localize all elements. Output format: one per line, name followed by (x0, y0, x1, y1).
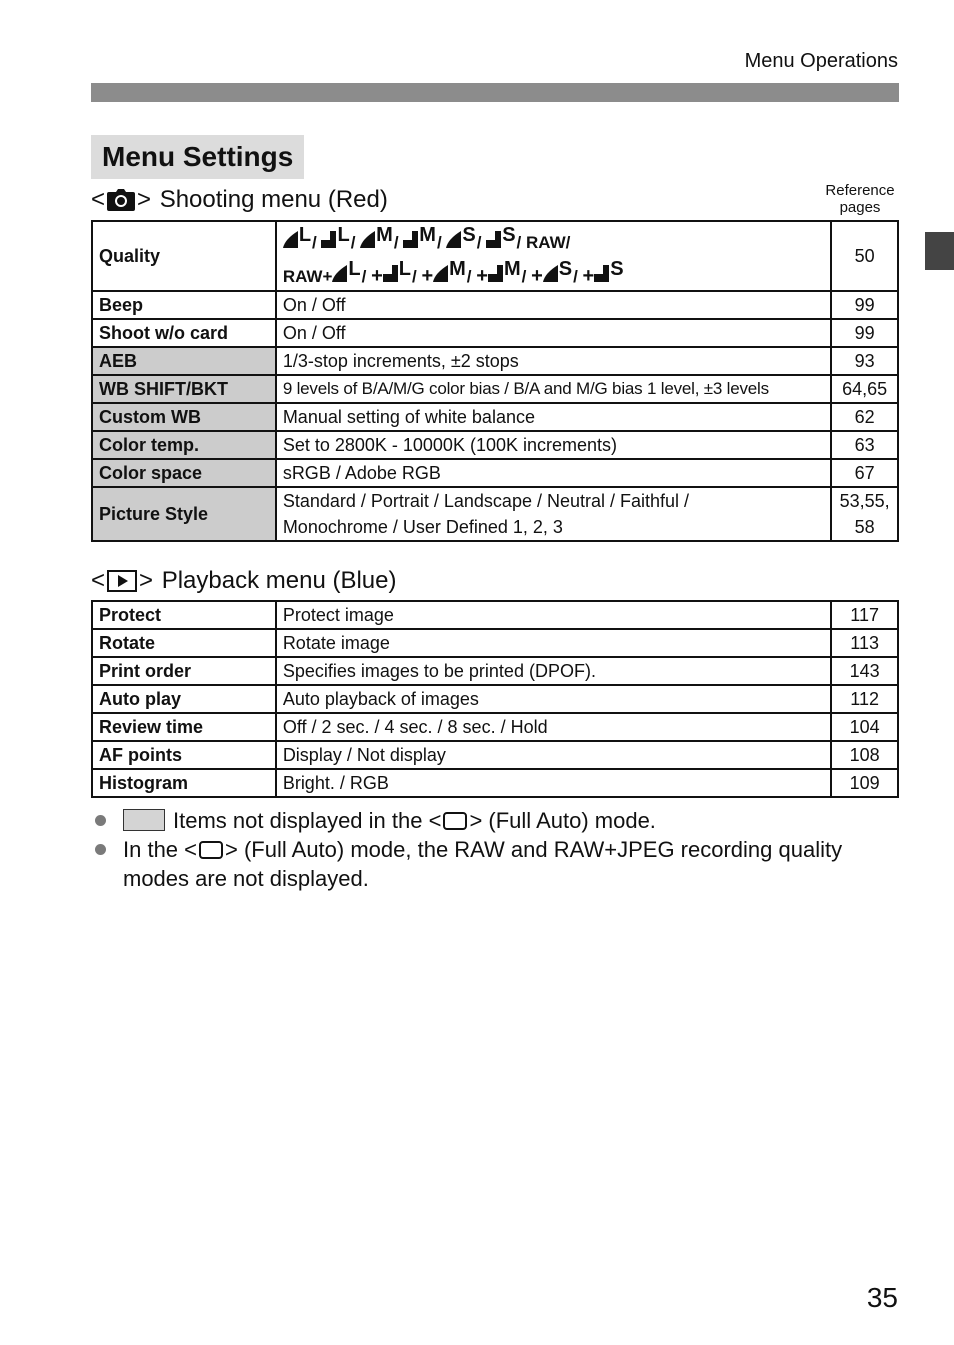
quality-option (488, 256, 521, 282)
setting-value: Rotate image (276, 629, 832, 657)
quality-options-line1 (283, 222, 825, 256)
separator: / (312, 233, 322, 252)
shooting-menu-table (91, 220, 899, 542)
image-size-letter: M (449, 258, 466, 280)
setting-value: On / Off (276, 291, 832, 319)
setting-name: Beep (92, 291, 276, 319)
separator: / (466, 267, 477, 286)
setting-value: 1/3-stop increments, ±2 stops (276, 347, 832, 375)
raw-prefix: RAW+ (282, 267, 333, 286)
setting-name: Quality (92, 221, 276, 291)
quality-option (360, 222, 393, 248)
setting-name: Color temp. (92, 431, 276, 459)
picture-style-line2: Monochrome / User Defined 1, 2, 3 (282, 517, 563, 537)
plus-sign: + (531, 265, 543, 287)
fine-quality-icon (433, 265, 448, 282)
table-row (92, 487, 898, 541)
separator: / (411, 267, 422, 286)
reference-page: 109 (831, 769, 898, 797)
reference-page: 93 (831, 347, 898, 375)
fine-quality-icon (283, 231, 298, 248)
reference-page: 112 (831, 685, 898, 713)
normal-quality-icon (383, 265, 398, 282)
reference-page: 64,65 (831, 375, 898, 403)
playback-menu-heading (91, 567, 396, 595)
table-row (92, 769, 898, 797)
quality-option (446, 222, 475, 248)
page-title: Menu Settings (91, 135, 304, 179)
quality-option (403, 222, 436, 248)
setting-value: On / Off (276, 319, 832, 347)
setting-value: Specifies images to be printed (DPOF). (276, 657, 832, 685)
angle-close: > (139, 567, 160, 594)
fine-quality-icon (543, 265, 558, 282)
reference-page-line2: 58 (854, 517, 875, 537)
raw-option: RAW/ (526, 233, 571, 252)
reference-page: 63 (831, 431, 898, 459)
note-item (91, 806, 891, 835)
quality-option (543, 256, 572, 282)
note2-text-b: > (Full Auto) mode, the RAW and RAW+JPEG recording quality (225, 837, 843, 862)
angle-close: > (137, 186, 158, 213)
table-row (92, 319, 898, 347)
shooting-menu-title: Shooting menu (Red) (159, 186, 388, 213)
quality-option (283, 222, 311, 248)
reference-page (831, 487, 898, 541)
plus-sign: + (371, 265, 383, 287)
quality-option (321, 222, 349, 248)
reference-page: 108 (831, 741, 898, 769)
table-row (92, 375, 898, 403)
reference-page: 104 (831, 713, 898, 741)
separator: / (516, 233, 526, 252)
normal-quality-icon (321, 231, 336, 248)
playback-menu-table (91, 600, 899, 798)
image-size-letter: L (398, 258, 411, 280)
setting-name: Shoot w/o card (92, 319, 276, 347)
separator: / (436, 233, 447, 252)
setting-name: Auto play (92, 685, 276, 713)
notes-list (91, 806, 891, 893)
table-row (92, 291, 898, 319)
setting-name: WB SHIFT/BKT (92, 375, 276, 403)
reference-page: 99 (831, 291, 898, 319)
setting-name: Rotate (92, 629, 276, 657)
normal-quality-icon (488, 265, 503, 282)
reference-page: 117 (831, 601, 898, 629)
table-row (92, 431, 898, 459)
note1-text-b: > (Full Auto) mode. (469, 808, 656, 833)
setting-value: Display / Not display (276, 741, 832, 769)
setting-name: Review time (92, 713, 276, 741)
table-row (92, 741, 898, 769)
setting-value: Off / 2 sec. / 4 sec. / 8 sec. / Hold (276, 713, 832, 741)
reference-page: 50 (831, 221, 898, 291)
normal-quality-icon (403, 231, 418, 248)
setting-name: AEB (92, 347, 276, 375)
chapter-thumb-tab (925, 232, 954, 270)
reference-pages-header: Reference pages (825, 182, 895, 216)
setting-value: Manual setting of white balance (276, 403, 832, 431)
setting-value: Set to 2800K - 10000K (100K increments) (276, 431, 832, 459)
separator: / (350, 233, 361, 252)
quality-option (332, 256, 360, 282)
separator: / (573, 267, 583, 286)
reference-page: 143 (831, 657, 898, 685)
fine-quality-icon (446, 231, 461, 248)
separator: / (393, 233, 404, 252)
bullet-icon (95, 844, 106, 855)
table-row (92, 601, 898, 629)
fine-quality-icon (360, 231, 375, 248)
shooting-menu-heading (91, 186, 388, 214)
quality-option (433, 256, 466, 282)
setting-name: Custom WB (92, 403, 276, 431)
setting-value: Bright. / RGB (276, 769, 832, 797)
angle-open: < (91, 567, 106, 594)
image-size-letter: M (376, 224, 393, 246)
setting-name: Histogram (92, 769, 276, 797)
note2-text-a: In the < (123, 837, 198, 862)
note-item (91, 835, 891, 893)
table-row (92, 657, 898, 685)
gray-legend-swatch (123, 809, 165, 831)
angle-open: < (91, 186, 106, 213)
playback-icon (107, 570, 137, 592)
note2-text-c: modes are not displayed. (123, 866, 369, 891)
normal-quality-icon (594, 265, 609, 282)
full-auto-mode-icon (199, 841, 223, 859)
table-row (92, 459, 898, 487)
setting-name: AF points (92, 741, 276, 769)
reference-page-line1: 53,55, (839, 491, 890, 511)
table-row (92, 685, 898, 713)
setting-value: Protect image (276, 601, 832, 629)
quality-options-line2 (283, 256, 825, 290)
full-auto-mode-icon (443, 812, 467, 830)
plus-sign: + (582, 265, 595, 287)
image-size-letter: S (462, 224, 476, 246)
setting-name: Color space (92, 459, 276, 487)
plus-sign: + (421, 265, 434, 287)
fine-quality-icon (332, 265, 347, 282)
setting-name: Protect (92, 601, 276, 629)
image-size-letter: M (419, 224, 436, 246)
separator: / (476, 233, 487, 252)
image-size-letter: L (348, 258, 361, 280)
header-divider-bar (91, 83, 899, 102)
setting-value: sRGB / Adobe RGB (276, 459, 832, 487)
reference-page: 62 (831, 403, 898, 431)
plus-sign: + (476, 265, 488, 287)
quality-options (276, 221, 832, 291)
setting-value (276, 487, 832, 541)
reference-page: 113 (831, 629, 898, 657)
quality-option (383, 256, 411, 282)
setting-name: Print order (92, 657, 276, 685)
table-row (92, 629, 898, 657)
picture-style-line1: Standard / Portrait / Landscape / Neutral / Faithful / (282, 491, 690, 511)
image-size-letter: S (502, 224, 516, 246)
separator: / (361, 267, 372, 286)
reference-page: 67 (831, 459, 898, 487)
playback-menu-title: Playback menu (Blue) (161, 567, 397, 594)
camera-icon (107, 189, 135, 211)
bullet-icon (95, 815, 106, 826)
image-size-letter: L (337, 224, 350, 246)
quality-option (594, 256, 623, 282)
table-row (92, 221, 898, 291)
image-size-letter: S (610, 258, 624, 280)
image-size-letter: M (503, 258, 521, 280)
running-header: Menu Operations (744, 50, 898, 72)
page-number: 35 (866, 1282, 898, 1313)
setting-name: Picture Style (92, 487, 276, 541)
setting-value: Auto playback of images (276, 685, 832, 713)
normal-quality-icon (486, 231, 501, 248)
image-size-letter: S (558, 258, 573, 280)
image-size-letter: L (298, 224, 312, 246)
quality-option (486, 222, 515, 248)
table-row (92, 347, 898, 375)
reference-page: 99 (831, 319, 898, 347)
note1-text-a: Items not displayed in the < (173, 808, 442, 833)
separator: / (521, 267, 532, 286)
table-row (92, 403, 898, 431)
table-row (92, 713, 898, 741)
setting-value: 9 levels of B/A/M/G color bias / B/A and M/G bias 1 level, ±3 levels (276, 375, 832, 403)
